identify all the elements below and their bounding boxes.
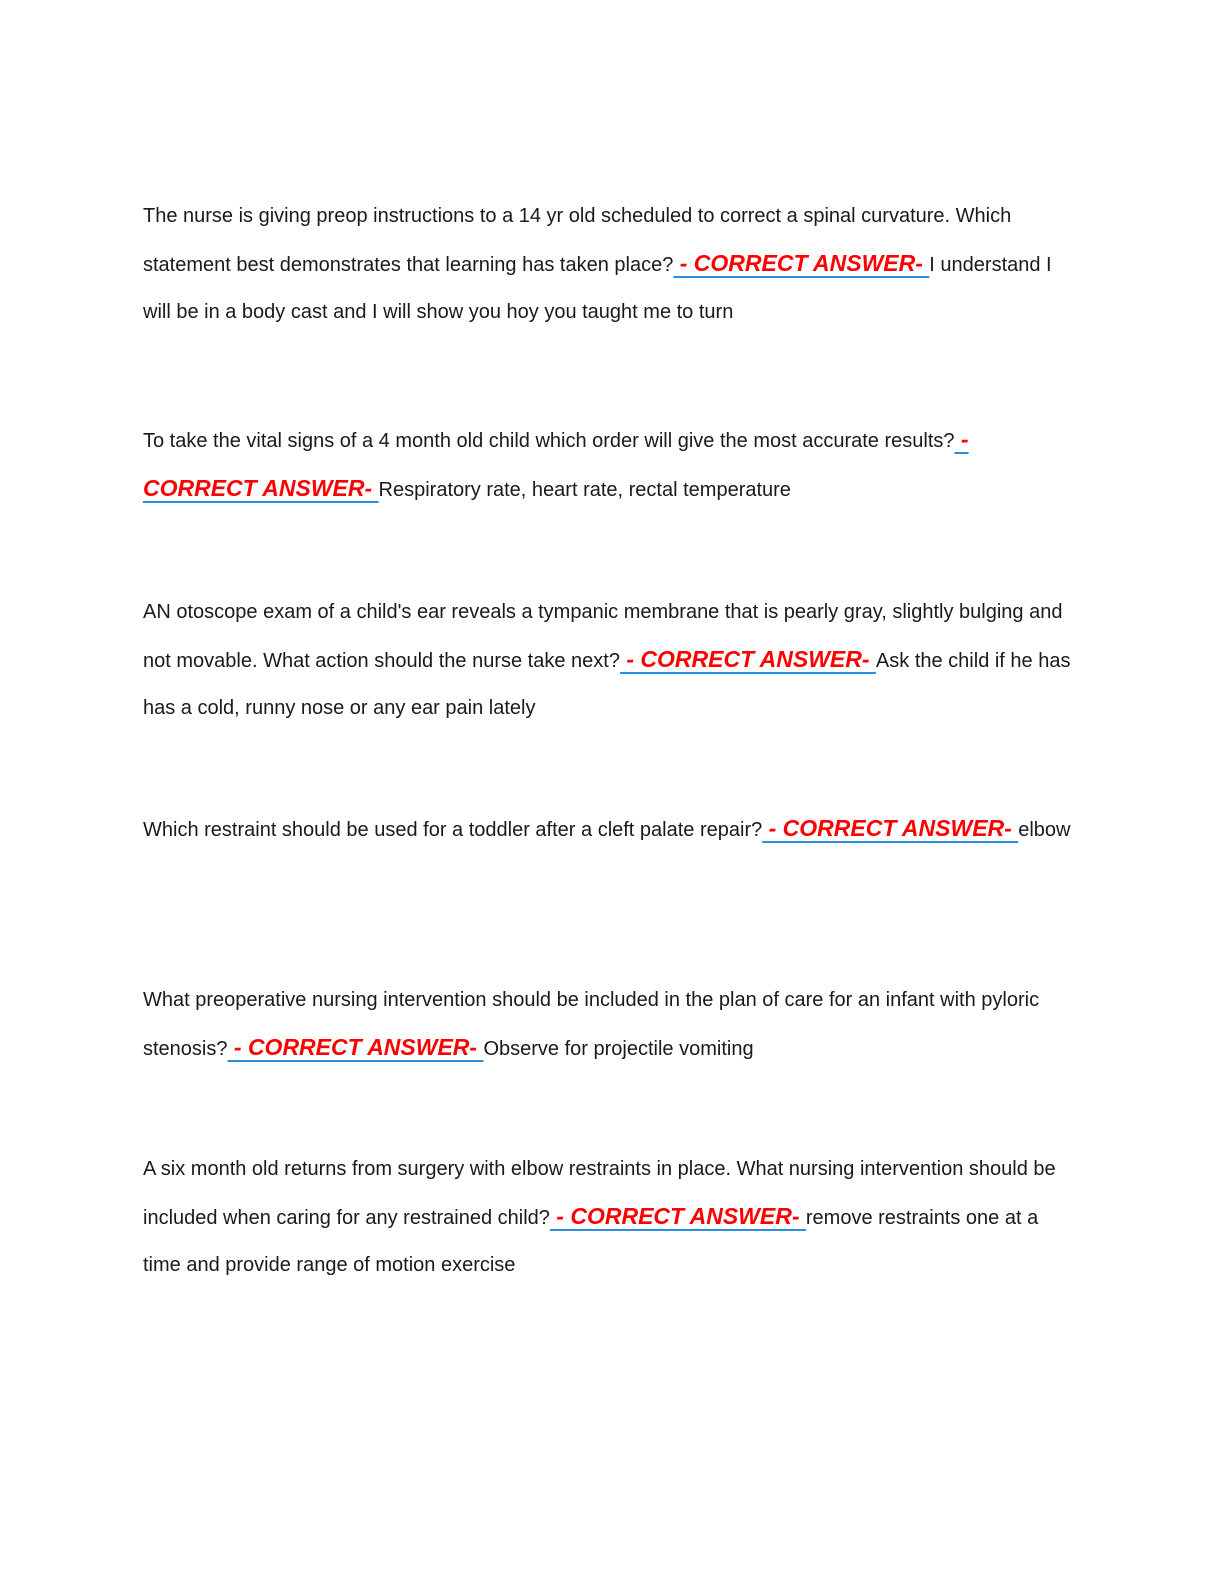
answer-text: I understand I will be in a body cast and I will show you hoy you taught me to turn (143, 254, 1052, 323)
qa-item (143, 193, 1078, 336)
correct-answer-tag: - CORRECT ANSWER- (549, 1203, 806, 1229)
correct-answer-tag: - CORRECT ANSWER- (143, 426, 969, 501)
question-text: AN otoscope exam of a child's ear reveals a tympanic membrane that is pearly gray, slightly bulging and not movable. What action should the nurse take next? (143, 601, 1063, 672)
answer-text: Ask the child if he has has a cold, runny nose or any ear pain lately (143, 650, 1071, 719)
correct-answer-tag: - CORRECT ANSWER- (227, 1034, 484, 1060)
answer-text: remove restraints one at a time and provide range of motion exercise (143, 1207, 1039, 1276)
answer-text: elbow (1018, 819, 1071, 841)
qa-item (143, 805, 1078, 854)
correct-answer-tag: - CORRECT ANSWER- (762, 815, 1019, 841)
answer-text: Observe for projectile vomiting (483, 1038, 754, 1060)
question-text: The nurse is giving preop instructions to a 14 yr old scheduled to correct a spinal curvature. Which statement best demonstrates that learning has taken place? (143, 205, 1012, 276)
question-text: A six month old returns from surgery with elbow restraints in place. What nursing intervention should be included when caring for any restrained child? (143, 1158, 1056, 1229)
question-text: What preoperative nursing intervention should be included in the plan of care for an infant with pyloric stenosis? (143, 989, 1040, 1060)
correct-answer-tag: - CORRECT ANSWER- (619, 646, 876, 672)
correct-answer-tag: - CORRECT ANSWER- (673, 250, 930, 276)
qa-item (143, 416, 1078, 514)
qa-item (143, 1146, 1078, 1289)
question-text: Which restraint should be used for a toddler after a cleft palate repair? (143, 819, 763, 841)
question-text: To take the vital signs of a 4 month old child which order will give the most accurate results? (143, 430, 955, 452)
qa-item (143, 589, 1078, 732)
answer-text: Respiratory rate, heart rate, rectal temperature (378, 479, 791, 501)
qa-item (143, 977, 1078, 1073)
